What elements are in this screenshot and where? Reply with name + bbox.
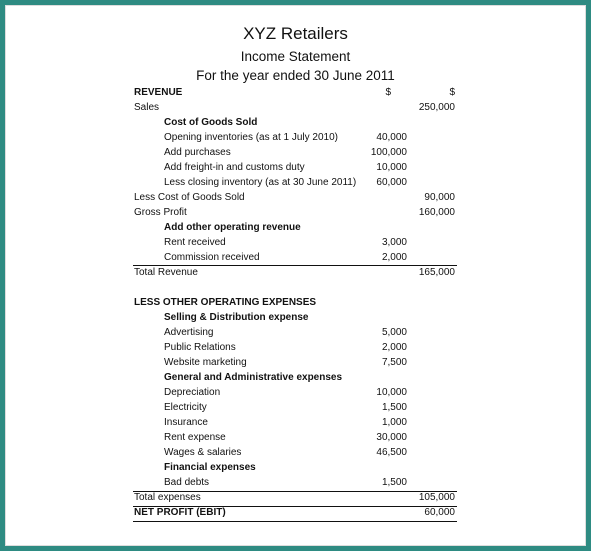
statement-period: For the year ended 30 June 2011 [196, 68, 395, 83]
statement-row [0, 85, 591, 100]
row-label: Wages & salaries [164, 447, 242, 458]
row-label: Depreciation [164, 387, 221, 398]
row-detail-amount: 40,000 [376, 132, 407, 143]
row-label: REVENUE [134, 87, 183, 98]
column-header-detail: $ [385, 87, 391, 98]
company-name: XYZ Retailers [243, 24, 348, 43]
row-total-amount: 160,000 [418, 207, 455, 218]
row-label: Cost of Goods Sold [164, 117, 258, 128]
row-label: Total Revenue [134, 267, 198, 278]
row-label: Add purchases [164, 147, 231, 158]
row-label: Rent expense [164, 432, 226, 443]
row-label: Website marketing [164, 357, 247, 368]
row-label: General and Administrative expenses [164, 372, 343, 383]
statement-row [0, 115, 591, 130]
row-label: Public Relations [164, 342, 236, 353]
row-label: Opening inventories (as at 1 July 2010) [164, 132, 338, 143]
row-total-amount: 60,000 [424, 507, 455, 518]
rule-above-total-expenses [133, 491, 457, 492]
statement-row [0, 145, 591, 160]
row-detail-amount: 100,000 [370, 147, 407, 158]
statement-row [0, 490, 591, 505]
row-detail-amount: 1,500 [381, 477, 407, 488]
row-detail-amount: 7,500 [381, 357, 407, 368]
row-detail-amount: 5,000 [381, 327, 407, 338]
row-label: Selling & Distribution expense [164, 312, 309, 323]
row-label: Less closing inventory (as at 30 June 2011) [164, 177, 357, 188]
statement-row [0, 445, 591, 460]
row-detail-amount: 2,000 [381, 252, 407, 263]
statement-row [0, 220, 591, 235]
row-label: Electricity [164, 402, 207, 413]
statement-row [0, 325, 591, 340]
statement-row [0, 295, 591, 310]
row-label: Commission received [164, 252, 260, 263]
row-detail-amount: 2,000 [381, 342, 407, 353]
row-detail-amount: 10,000 [376, 387, 407, 398]
statement-row [0, 250, 591, 265]
row-label: Advertising [164, 327, 214, 338]
row-total-amount: 250,000 [418, 102, 455, 113]
statement-row [0, 190, 591, 205]
rule-above-total-revenue [133, 265, 457, 266]
statement-row [0, 475, 591, 490]
statement-row [0, 400, 591, 415]
row-label: Sales [134, 102, 160, 113]
statement-row [0, 100, 591, 115]
row-detail-amount: 1,500 [381, 402, 407, 413]
row-detail-amount: 3,000 [381, 237, 407, 248]
row-detail-amount: 30,000 [376, 432, 407, 443]
statement-row [0, 505, 591, 520]
statement-row [0, 280, 591, 295]
statement-row [0, 235, 591, 250]
row-label: NET PROFIT (EBIT) [134, 507, 226, 518]
row-detail-amount: 1,000 [381, 417, 407, 428]
statement-row [0, 370, 591, 385]
statement-row [0, 340, 591, 355]
row-label: Insurance [164, 417, 208, 428]
row-label: Total expenses [134, 492, 201, 503]
rule-below-net-profit [133, 521, 457, 522]
statement-row [0, 160, 591, 175]
row-detail-amount: 10,000 [376, 162, 407, 173]
statement-row [0, 175, 591, 190]
row-label: Rent received [164, 237, 226, 248]
statement-row [0, 430, 591, 445]
row-label: Bad debts [164, 477, 210, 488]
statement-row [0, 130, 591, 145]
row-label: Add freight-in and customs duty [164, 162, 305, 173]
row-detail-amount: 46,500 [376, 447, 407, 458]
rule-above-net-profit [133, 506, 457, 507]
statement-row [0, 265, 591, 280]
statement-row [0, 205, 591, 220]
statement-row [0, 355, 591, 370]
row-label: LESS OTHER OPERATING EXPENSES [134, 297, 317, 308]
statement-row [0, 385, 591, 400]
row-label: Financial expenses [164, 462, 256, 473]
row-detail-amount: 60,000 [376, 177, 407, 188]
row-total-amount: 90,000 [424, 192, 455, 203]
statement-title: Income Statement [240, 49, 351, 64]
row-label: Less Cost of Goods Sold [134, 192, 245, 203]
column-header-total: $ [449, 87, 455, 98]
statement-row [0, 415, 591, 430]
statement-row [0, 310, 591, 325]
statement-row [0, 460, 591, 475]
row-total-amount: 165,000 [418, 267, 455, 278]
row-label: Add other operating revenue [164, 222, 301, 233]
row-label: Gross Profit [134, 207, 187, 218]
row-total-amount: 105,000 [418, 492, 455, 503]
